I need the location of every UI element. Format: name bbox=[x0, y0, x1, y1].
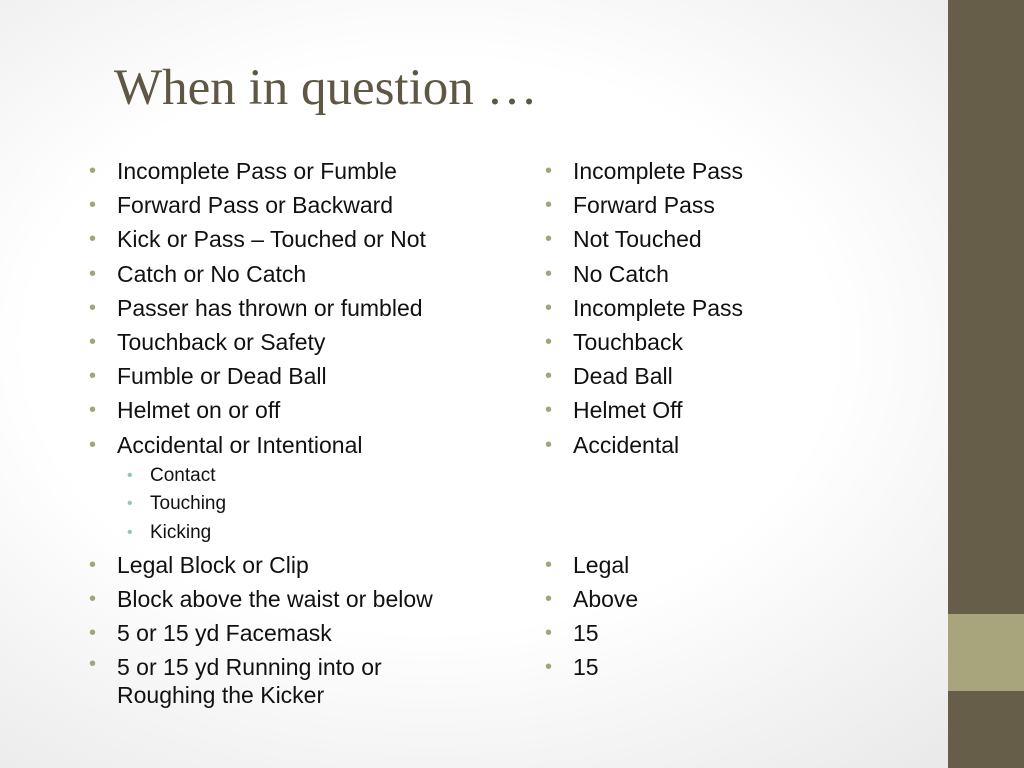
answer-item: • Above bbox=[545, 582, 925, 616]
answer-item: • Dead Ball bbox=[545, 359, 925, 393]
answer-item: • Not Touched bbox=[545, 222, 925, 256]
question-list bbox=[89, 154, 529, 709]
answer-item: • 15 bbox=[545, 650, 925, 684]
question-item: • Incomplete Pass or Fumble bbox=[89, 154, 529, 188]
answer-item: • Helmet Off bbox=[545, 393, 925, 427]
question-item: • Fumble or Dead Ball bbox=[89, 359, 529, 393]
question-item: • Touchback or Safety bbox=[89, 325, 529, 359]
slide-title: When in question … bbox=[114, 60, 538, 116]
question-item-multiline bbox=[89, 650, 529, 709]
question-item: • Forward Pass or Backward bbox=[89, 188, 529, 222]
answer-item: • Forward Pass bbox=[545, 188, 925, 222]
question-item: • Accidental or Intentional bbox=[89, 428, 529, 462]
answer-item: • Incomplete Pass bbox=[545, 291, 925, 325]
question-line: 5 or 15 yd Running into or bbox=[117, 654, 382, 681]
question-item: • Catch or No Catch bbox=[89, 257, 529, 291]
answer-item: • 15 bbox=[545, 616, 925, 650]
question-item: • Legal Block or Clip bbox=[89, 548, 529, 582]
answer-item: • Incomplete Pass bbox=[545, 154, 925, 188]
answer-item: • No Catch bbox=[545, 257, 925, 291]
sub-question-item: • Kicking bbox=[89, 519, 529, 548]
answer-list-spacer bbox=[545, 462, 925, 548]
answer-list bbox=[545, 154, 925, 684]
question-line: Roughing the Kicker bbox=[117, 682, 325, 709]
question-item: • Block above the waist or below bbox=[89, 582, 529, 616]
question-item: • Passer has thrown or fumbled bbox=[89, 291, 529, 325]
question-item: • 5 or 15 yd Facemask bbox=[89, 616, 529, 650]
sub-question-item: • Contact bbox=[89, 462, 529, 491]
question-item: • Helmet on or off bbox=[89, 393, 529, 427]
answer-item: • Legal bbox=[545, 548, 925, 582]
answer-item: • Touchback bbox=[545, 325, 925, 359]
side-bar-accent-block bbox=[948, 614, 1024, 691]
answer-item: • Accidental bbox=[545, 428, 925, 462]
question-item: • Kick or Pass – Touched or Not bbox=[89, 222, 529, 256]
sub-question-item: • Touching bbox=[89, 490, 529, 519]
